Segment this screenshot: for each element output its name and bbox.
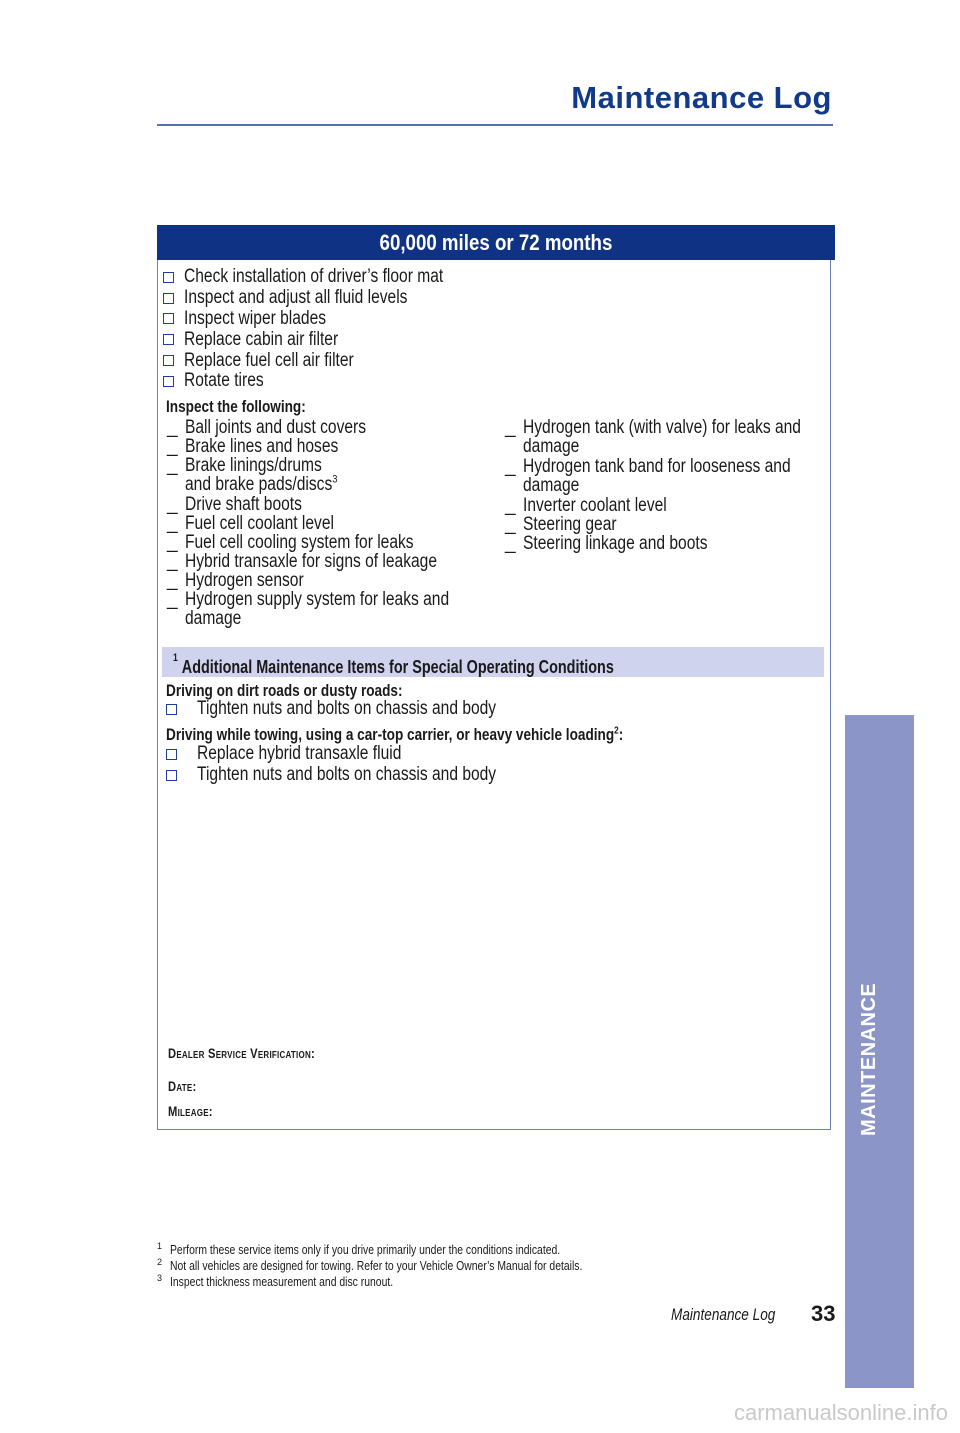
footnote: 2 Not all vehicles are designed for towing. Refer to your Vehicle Owner’s Manual for details. <box>157 1257 583 1273</box>
page-title: Maintenance Log <box>571 80 832 115</box>
special-conditions-band <box>162 647 824 677</box>
inspect-item: _ Fuel cell coolant level <box>167 513 334 534</box>
dirt-roads-heading: Driving on dirt roads or dusty roads: <box>166 681 403 700</box>
checklist-item[interactable]: Inspect and adjust all fluid levels <box>163 288 500 309</box>
inspect-item: _ Hydrogen sensor <box>167 570 304 591</box>
title-rule <box>157 124 833 126</box>
inspect-item: _ Brake lines and hoses <box>167 436 339 457</box>
footnotes <box>157 1242 797 1290</box>
inspect-item: _ Hybrid transaxle for signs of leakage <box>167 551 438 572</box>
interval-label: 60,000 miles or 72 months <box>379 230 613 255</box>
checklist-item[interactable]: Check installation of driver’s floor mat <box>163 267 500 288</box>
inspect-item: _ Hydrogen tank band for looseness and damage <box>505 456 791 496</box>
footer-section-label: Maintenance Log <box>671 1305 776 1324</box>
inspect-item: _ Hydrogen supply system for leaks and damage <box>167 589 450 629</box>
side-tab-label: MAINTENANCE <box>858 982 880 1136</box>
checklist-item[interactable]: Tighten nuts and bolts on chassis and body <box>166 699 562 720</box>
inspect-item: _ Brake linings/drums and brake pads/discs$^3$ <box>167 455 338 495</box>
inspect-item: _ Steering gear <box>505 514 617 535</box>
special-conditions-title: Additional Maintenance Items for Special Operating Conditions $^1$ <box>173 652 614 677</box>
date-label: Date: <box>168 1078 197 1094</box>
checklist-item[interactable]: Replace cabin air filter <box>163 329 500 350</box>
towing-heading: Driving while towing, using a car-top carrier, or heavy vehicle loading$^2$: <box>166 725 624 744</box>
checkbox-icon[interactable] <box>163 376 174 387</box>
checklist-item[interactable]: Replace hybrid transaxle fluid <box>166 744 562 765</box>
checklist-item[interactable]: Replace fuel cell air filter <box>163 350 500 371</box>
checklist <box>163 267 500 392</box>
checkbox-icon[interactable] <box>163 272 174 283</box>
checkbox-icon[interactable] <box>163 355 174 366</box>
inspect-item: _ Steering linkage and boots <box>505 533 708 554</box>
checkbox-icon[interactable] <box>166 770 177 781</box>
watermark: carmanualsonline.info <box>733 1400 948 1425</box>
inspect-list-left <box>167 418 497 628</box>
checkbox-icon[interactable] <box>163 293 174 304</box>
towing-list <box>166 744 562 786</box>
mileage-label: Mileage: <box>168 1103 213 1119</box>
footnote: 3 Inspect thickness measurement and disc runout. <box>157 1273 394 1289</box>
checkbox-icon[interactable] <box>166 704 177 715</box>
inspect-heading: Inspect the following: <box>166 397 306 416</box>
footnote: 1 Perform these service items only if you drive primarily under the conditions indicated. <box>157 1241 561 1257</box>
inspect-item: _ Hydrogen tank (with valve) for leaks and damage <box>505 417 801 457</box>
inspect-item: _ Inverter coolant level <box>505 495 667 516</box>
checklist-item[interactable]: Inspect wiper blades <box>163 309 500 330</box>
checkbox-icon[interactable] <box>166 749 177 760</box>
checklist-item[interactable]: Rotate tires <box>163 371 500 392</box>
interval-header <box>157 225 835 260</box>
checkbox-icon[interactable] <box>163 313 174 324</box>
page-number: 33 <box>811 1301 836 1326</box>
dealer-verification-label: Dealer Service Verification: <box>168 1045 315 1061</box>
inspect-item: _ Fuel cell cooling system for leaks <box>167 532 414 553</box>
inspect-list-right <box>505 418 825 553</box>
inspect-item: _ Ball joints and dust covers <box>167 417 367 438</box>
checkbox-icon[interactable] <box>163 334 174 345</box>
dirt-roads-list <box>166 699 562 720</box>
checklist-item[interactable]: Tighten nuts and bolts on chassis and body <box>166 765 562 786</box>
inspect-item: _ Drive shaft boots <box>167 494 302 515</box>
